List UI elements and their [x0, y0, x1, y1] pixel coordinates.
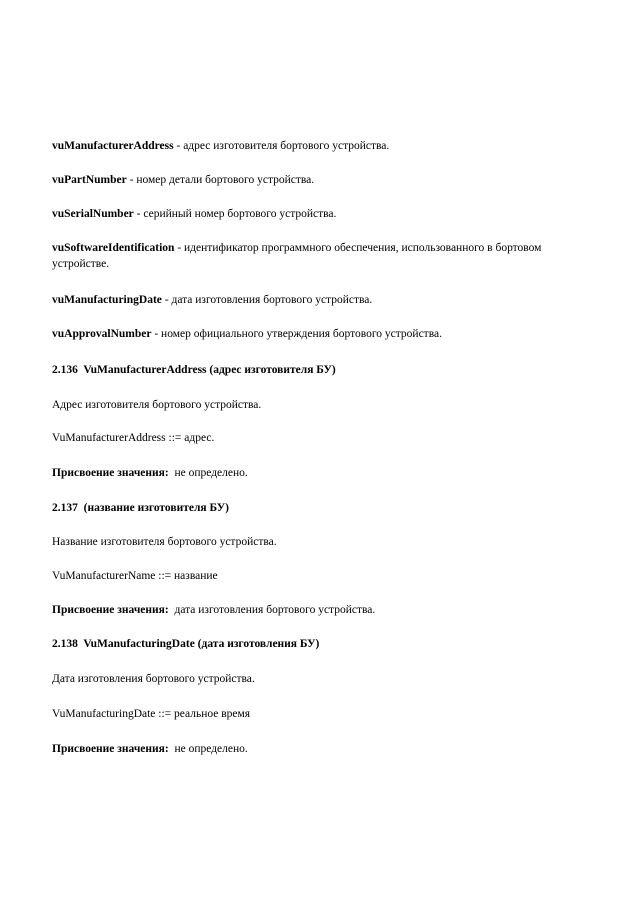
section-description: Адрес изготовителя бортового устройства. — [52, 399, 262, 411]
assignment-label: Присвоение значения: — [52, 467, 169, 479]
section-definition: VuManufacturerName ::= название — [52, 570, 218, 582]
assignment-label: Присвоение значения: — [52, 604, 169, 616]
definition-term: vuApprovalNumber — [52, 328, 152, 340]
definition-desc: - адрес изготовителя бортового устройства. — [173, 140, 390, 152]
definition-desc: - серийный номер бортового устройства. — [133, 208, 337, 220]
definition-term: vuSoftwareIdentification — [52, 242, 175, 254]
section-definition: VuManufacturerAddress ::= адрес. — [52, 432, 215, 444]
definition-term: vuManufacturingDate — [52, 294, 162, 306]
definition-desc: - номер официального утверждения бортового устройства. — [151, 328, 442, 340]
definition-term: vuPartNumber — [52, 174, 127, 186]
section-definition: VuManufacturingDate ::= реальное время — [52, 708, 251, 720]
definition-term: vuSerialNumber — [52, 208, 134, 220]
section-heading: 2.138 VuManufacturingDate (дата изготовления БУ) — [52, 638, 320, 650]
section-description: Дата изготовления бортового устройства. — [52, 673, 255, 685]
definition-item — [52, 138, 592, 154]
definition-term: vuManufacturerAddress — [52, 140, 174, 152]
assignment-line — [52, 602, 592, 618]
assignment-value: не определено. — [174, 743, 248, 755]
section-description: Название изготовителя бортового устройства. — [52, 536, 277, 548]
section-heading: 2.136 VuManufacturerAddress (адрес изготовителя БУ) — [52, 364, 336, 376]
definition-item — [52, 292, 592, 308]
definition-item — [52, 206, 592, 222]
assignment-line — [52, 465, 592, 481]
definition-item — [52, 326, 592, 342]
section-heading: 2.137 (название изготовителя БУ) — [52, 502, 229, 514]
definition-item — [52, 172, 592, 188]
definition-desc: - идентификатор программного обеспечения, использованного в бортовом устройстве. — [52, 242, 542, 270]
assignment-value: дата изготовления бортового устройства. — [174, 604, 376, 616]
definition-desc: - дата изготовления бортового устройства. — [161, 294, 373, 306]
definition-item — [52, 240, 562, 272]
assignment-line — [52, 741, 592, 757]
definition-desc: - номер детали бортового устройства. — [126, 174, 315, 186]
assignment-value: не определено. — [174, 467, 248, 479]
assignment-label: Присвоение значения: — [52, 743, 169, 755]
